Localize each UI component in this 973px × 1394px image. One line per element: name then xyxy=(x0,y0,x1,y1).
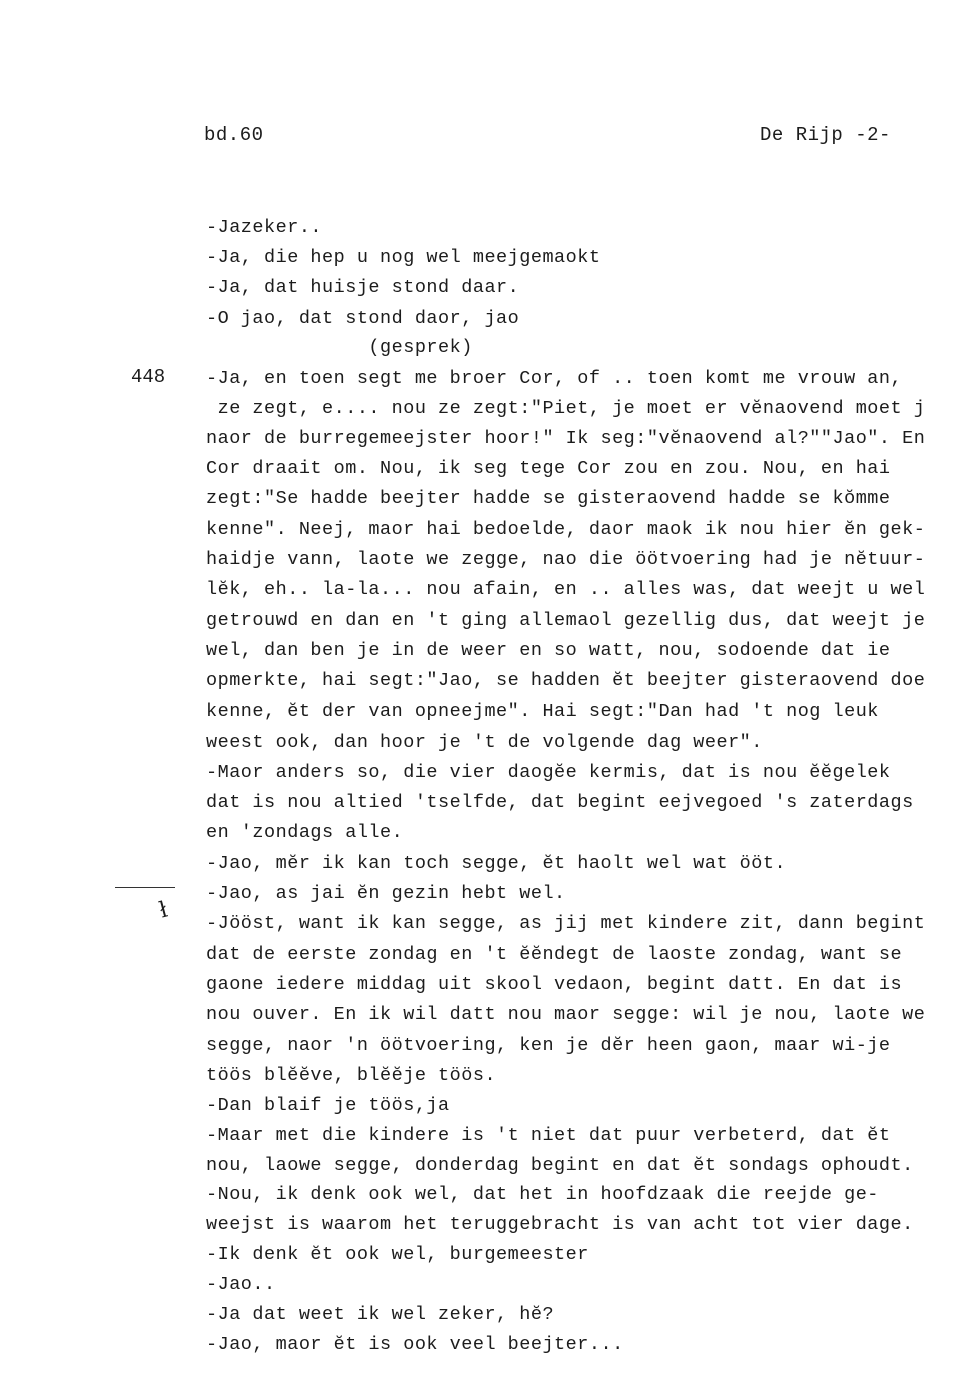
transcript-line: nou, laowe segge, donderdag begint en dat ĕt sondags ophoudt. xyxy=(206,1155,914,1176)
transcript-line: getrouwd en dan en 't ging allemaol gezellig dus, dat weejt je xyxy=(206,610,926,631)
transcript-line: -Nou, ik denk ook wel, dat het in hoofdzaak die reejde ge- xyxy=(206,1184,879,1205)
transcript-line: -O jao, dat stond daor, jao xyxy=(206,308,520,329)
transcript-line: (gesprek) xyxy=(206,337,473,358)
margin-handwritten-mark: ł xyxy=(156,897,171,924)
transcript-line: -Ik denk ĕt ook wel, burgemeester xyxy=(206,1244,589,1265)
margin-rule xyxy=(115,887,175,888)
transcript-line: -Maor anders so, die vier daogĕe kermis, dat is nou ĕĕgelek xyxy=(206,762,891,783)
transcript-line: -Dan blaif je töös,ja xyxy=(206,1095,450,1116)
transcript-line: -Jao.. xyxy=(206,1274,276,1295)
transcript-line: -Jao, maor ĕt is ook veel beejter... xyxy=(206,1334,624,1355)
transcript-line: Cor draait om. Nou, ik seg tege Cor zou en zou. Nou, en hai xyxy=(206,458,891,479)
transcript-line: segge, naor 'n öötvoering, ken je dĕr heen gaon, maar wi-je xyxy=(206,1035,891,1056)
transcript-line: dat de eerste zondag en 't ĕĕndegt de laoste zondag, want se xyxy=(206,944,903,965)
transcript-line: töös blĕĕve, blĕĕje töös. xyxy=(206,1065,497,1086)
margin-line-number: 448 xyxy=(131,366,166,388)
transcript-line: -Ja dat weet ik wel zeker, hĕ? xyxy=(206,1304,555,1325)
transcript-line: -Jao, mĕr ik kan toch segge, ĕt haolt wel wat ööt. xyxy=(206,853,787,874)
transcript-line: wel, dan ben je in de weer en so watt, nou, sodoende dat ie xyxy=(206,640,891,661)
transcript-line: zegt:"Se hadde beejter hadde se gisteraovend hadde se kŏmme xyxy=(206,488,891,509)
transcript-line: -Ja, die hep u nog wel meejgemaokt xyxy=(206,247,601,268)
transcript-line: weest ook, dan hoor je 't de volgende dag weer". xyxy=(206,732,763,753)
page-reference: bd.60 xyxy=(204,124,264,146)
transcript-line: nou ouver. En ik wil datt nou maor segge: wil je nou, laote we xyxy=(206,1004,926,1025)
page-title: De Rijp -2- xyxy=(760,124,891,146)
transcript-line: en 'zondags alle. xyxy=(206,822,404,843)
transcript-line: -Maar met die kindere is 't niet dat puur verbeterd, dat ĕt xyxy=(206,1125,891,1146)
transcript-line: -Jao, as jai ĕn gezin hebt wel. xyxy=(206,883,566,904)
transcript-line: kenne". Neej, maor hai bedoelde, daor maok ik nou hier ĕn gek- xyxy=(206,519,926,540)
transcript-line: -Ja, en toen segt me broer Cor, of .. toen komt me vrouw an, xyxy=(206,368,903,389)
transcript-line: ze zegt, e.... nou ze zegt:"Piet, je moet er vĕnaovend moet j xyxy=(206,398,926,419)
transcript-line: weejst is waarom het teruggebracht is van acht tot vier dage. xyxy=(206,1214,914,1235)
transcript-line: haidje vann, laote we zegge, nao die öötvoering had je nĕtuur- xyxy=(206,549,926,570)
transcript-line: lĕk, eh.. la-la... nou afain, en .. alles was, dat weejt u wel xyxy=(206,579,926,600)
transcript-line: naor de burregemeejster hoor!" Ik seg:"vĕnaovend al?""Jao". En xyxy=(206,428,926,449)
transcript-line: kenne, ĕt der van opneejme". Hai segt:"Dan had 't nog leuk xyxy=(206,701,879,722)
transcript-line: opmerkte, hai segt:"Jao, se hadden ĕt beejter gisteraovend doe xyxy=(206,670,926,691)
transcript-line: -Jööst, want ik kan segge, as jij met kindere zit, dann begint xyxy=(206,913,926,934)
transcript-line: -Jazeker.. xyxy=(206,217,323,238)
transcript-line: dat is nou altied 'tselfde, dat begint eejvegoed 's zaterdags xyxy=(206,792,914,813)
transcript-line: -Ja, dat huisje stond daar. xyxy=(206,277,520,298)
transcript-line: gaone iedere middag uit skool vedaon, begint datt. En dat is xyxy=(206,974,903,995)
